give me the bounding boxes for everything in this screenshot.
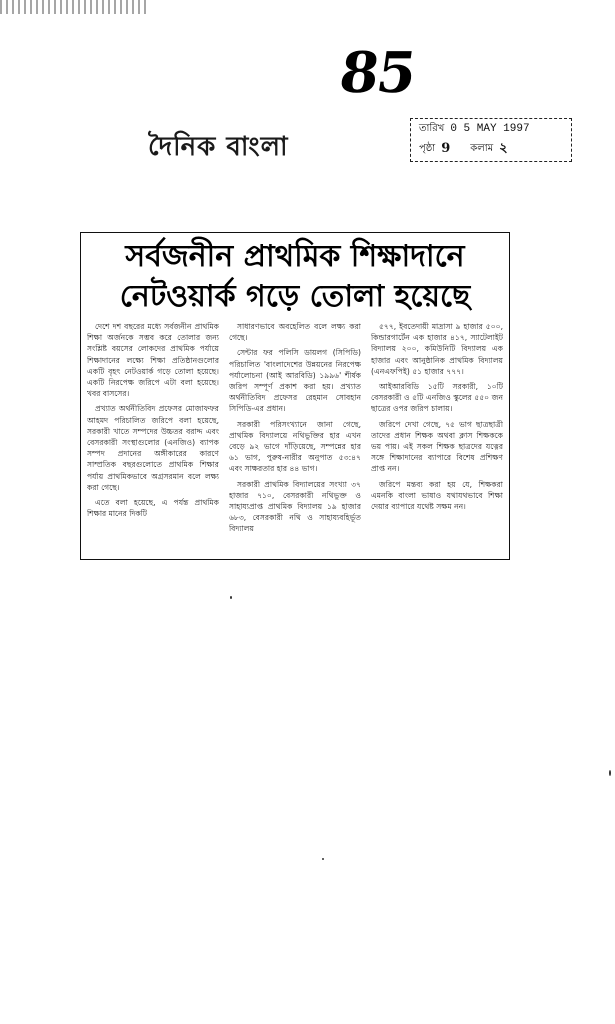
headline-line-2: নেটওয়ার্ক গড়ে তোলা হয়েছে [119,279,471,314]
paragraph: আইআরবিডি ১৫টি সরকারী, ১০টি বেসরকারী ও ৫টি এনজিও স্কুলের ৫৫০ জন ছাত্রের ওপর জরিপ চালায়। [371,382,503,414]
stamp-page-value: 9 [441,141,451,156]
paragraph: সেন্টার ফর পলিসি ডায়লগ (সিপিডি) পরিচালিত 'বাংলাদেশের উন্নয়নের নিরপেক্ষ পর্যালোচনা (আই আরবিডি) ১৯৯৬' শীর্ষক জরিপ সম্পূর্ণ প্রকাশ করা হয়। প্রখ্যাত অর্থনীতিবিদ প্রফেসর রেহমান সোবহান সিপিডি-এর প্রধান। [229,348,361,414]
stamp-date-label: তারিখ [419,123,445,134]
stamp-page-label: পৃষ্ঠা [419,143,436,154]
date-stamp [410,118,572,162]
headline-line-1: সর্বজনীন প্রাথমিক শিক্ষাদানে [125,239,465,274]
paragraph: সাধারণভাবে অবহেলিত বলে লক্ষ্য করা গেছে। [229,322,361,343]
scan-noise [0,0,150,14]
paragraph: এতে বলা হয়েছে, এ পর্যন্ত প্রাথমিক শিক্ষার মানের দিকটি [87,498,219,519]
article-column-3 [371,321,503,553]
newspaper-masthead: দৈনিক বাংলা [148,132,289,162]
handwritten-page-number: 85 [335,40,419,106]
paragraph: জরিপে দেখা গেছে, ৭৫ ভাগ ছাত্রছাত্রী তাদের প্রধান শিক্ষক অথবা ক্লাস শিক্ষককে ভয় পায়। এই সকল শিক্ষক ছাত্রদের যত্নের সঙ্গে শিক্ষাদানের ব্যাপারে বিশেষ প্রশিক্ষণ প্রাপ্ত নন। [371,419,503,474]
paragraph: ৫৭৭, ইবতেদায়ী মাদ্রাসা ৯ হাজার ৫০০, কিন্ডারগার্টেন এক হাজার ৪১৭, স্যাটেলাইট বিদ্যালয় ২০০, কমিউনিটি বিদ্যালয় এক হাজার এবং আনুষ্ঠানিক প্রাথমিক বিদ্যালয় (এনএফপিই) ৫১ হাজার ৭৭৭। [371,322,503,376]
scan-speck [322,858,324,860]
scan-speck [230,596,232,599]
article-body [87,321,503,553]
article-column-2 [229,321,361,553]
article-headline [87,237,503,317]
article-column-1 [87,321,219,553]
newspaper-clipping [80,232,510,560]
paragraph: সরকারী প্রাথমিক বিদ্যালয়ের সংখ্যা ৩৭ হাজার ৭১০, বেসরকারী নথিভুক্ত ও সাহায্যপ্রাপ্ত প্রাথমিক বিদ্যালয় ১৯ হাজার ৬৮৩, বেসরকারী নথি ও সাহায্যবহির্ভূত বিদ্যালয় [229,479,361,534]
stamp-column-value: ২ [499,141,508,156]
paragraph: জরিপে মন্তব্য করা হয় যে, শিক্ষকরা এমনকি বাংলা ভাষাও যথাযথভাবে শিক্ষা দেয়ার ব্যাপারে যথেষ্ট সক্ষম নন। [371,479,503,512]
stamp-column-label: কলাম [470,143,494,154]
paragraph: দেশে দশ বছরের মধ্যে সর্বজনীন প্রাথমিক শিক্ষা অর্জনকে সম্ভব করে তোলার জন্য সংশ্লিষ্ট বয়সের লোকদের প্রাথমিক পর্যায়ে শিক্ষাদানের লক্ষ্যে শিক্ষা প্রতিষ্ঠানগুলোর একটি বৃহৎ নেটওয়ার্ক গড়ে তোলা হয়েছে। একটি নিরপেক্ষ জরিপে এটা বলা হয়েছে। খবর বাসসের। [87,322,219,399]
stamp-date: 0 5 MAY 1997 [450,123,530,135]
paragraph: সরকারী পরিসংখ্যানে জানা গেছে, প্রাথমিক বিদ্যালয়ে নথিভুক্তির হার এখন বেড়ে ৯২ ভাগে দাঁড়িয়েছে, সম্পন্নের হার ৬১ ভাগ, পুরুষ-নারীর অনুপাত ৫৩:৪৭ এবং সাক্ষরতার হার ৪৪ ভাগ। [229,419,361,474]
scan-speck [609,770,611,776]
paragraph: প্রখ্যাত অর্থনীতিবিদ প্রফেসর মোজাফফর আহমদ পরিচালিত জরিপে বলা হয়েছে, সরকারী খাতে সম্পদের উচ্চতর বরাদ্দ এবং বেসরকারী সংস্থাগুলোর (এনজিও) ব্যাপক সম্পদ প্রদানের অঙ্গীকারের কারণে সাম্প্রতিক বছরগুলোতে প্রাথমিক শিক্ষার পর্যায় প্রাথমিকভাবে অগ্রসরমান বলে লক্ষ্য করা গেছে। [87,404,219,492]
